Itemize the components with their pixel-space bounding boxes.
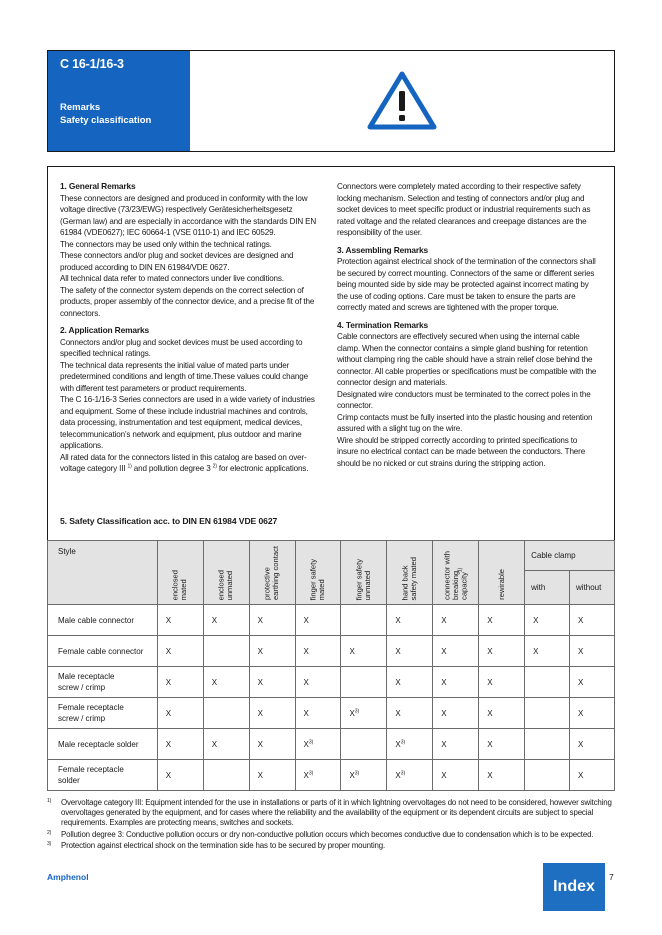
section-heading: 2. Application Remarks	[60, 325, 150, 335]
footnote-ref: 1)	[457, 567, 464, 573]
table-cell	[295, 605, 341, 636]
section-heading: 3. Assembling Remarks	[337, 244, 429, 255]
table-row	[48, 760, 615, 791]
safety-classification-table	[47, 540, 615, 791]
table-cell	[295, 729, 341, 760]
content-box	[47, 166, 615, 791]
column-header	[295, 541, 341, 605]
table-cell	[433, 760, 479, 791]
footnote-ref: 3)	[308, 769, 314, 776]
row-label: Female cable connector	[48, 636, 158, 667]
table-cell	[249, 698, 295, 729]
table-cell	[157, 605, 203, 636]
table-cell	[387, 729, 433, 760]
cell-value: X	[487, 677, 493, 687]
mated-connectors-text	[337, 181, 600, 239]
column-header	[249, 541, 295, 605]
termination-remarks-section	[337, 320, 600, 470]
cell-value: X	[303, 770, 309, 780]
table-cell	[157, 729, 203, 760]
column-header-text: enclosed mated	[170, 569, 189, 600]
footnotes	[47, 798, 622, 852]
paragraph-text: for electronic applications.	[216, 464, 309, 473]
column-header	[479, 541, 525, 605]
table-cell	[387, 667, 433, 698]
table-cell	[295, 760, 341, 791]
cell-value: X	[211, 677, 218, 687]
cell-value: X	[441, 739, 447, 749]
cable-clamp-header: Cable clamp	[525, 541, 615, 571]
cell-value: X	[578, 770, 584, 780]
paragraph: All technical data refer to mated connectors under live conditions.	[60, 274, 284, 283]
cell-value: X	[349, 770, 355, 780]
table-cell	[433, 729, 479, 760]
table-cell	[249, 760, 295, 791]
row-label: Male receptacle screw / crimp	[48, 667, 158, 698]
assembling-remarks-section	[337, 245, 600, 314]
paragraph: Designated wire conductors must be terminated to the correct poles in the connector.	[337, 389, 591, 410]
cell-value: X	[165, 646, 172, 656]
table-cell	[203, 605, 249, 636]
cell-value: X	[395, 770, 401, 780]
column-header	[341, 541, 387, 605]
table-cell	[570, 729, 615, 760]
cell-value: X	[395, 677, 401, 687]
table-header-row	[48, 541, 615, 571]
footnote-ref: 3)	[308, 738, 314, 745]
table-cell	[525, 698, 570, 729]
table-cell	[387, 605, 433, 636]
column-header-text	[443, 551, 469, 600]
column-header-text: enclosed unmated	[216, 569, 235, 600]
cell-value: X	[257, 615, 263, 625]
column-header-text: protective earthing contact	[262, 545, 281, 600]
cell-value: X	[395, 646, 401, 656]
footnote-ref: 2)	[212, 463, 217, 470]
cell-value: X	[303, 708, 309, 718]
column-header	[433, 541, 479, 605]
cell-value: X	[441, 615, 447, 625]
paragraph: These connectors and/or plug and socket devices are designed and produced according to DIN EN 61984/VDE 0627.	[60, 251, 294, 272]
footnote-ref: 3)	[354, 769, 360, 776]
header-box	[47, 50, 615, 152]
paragraph: Crimp contacts must be fully inserted into the plastic housing and retention assured with a slight tug on the wire.	[337, 412, 593, 433]
table-cell	[479, 605, 525, 636]
footnote-number: 2)	[47, 829, 52, 836]
paragraph: The safety of the connector system depends on the correct selection of products, proper assembly of the connector device, and a precise fit of the connectors.	[60, 285, 315, 318]
table-cell	[525, 760, 570, 791]
cell-value: X	[487, 770, 493, 780]
table-cell	[249, 636, 295, 667]
paragraph: Connectors were completely mated according to their respective safety locking mechanism. Selection and testing of connectors and/or plug and socket devices to meet specific product or industrial requirements such as rated voltage and the related clearances and creepage distances are the responsibility of the user.	[337, 182, 591, 237]
right-column	[337, 181, 600, 481]
footnote-ref: 3)	[400, 738, 406, 745]
footnote-number: 3)	[47, 840, 52, 847]
table-row	[48, 729, 615, 760]
paragraph-text: and pollution degree 3	[131, 464, 211, 473]
table-cell	[479, 729, 525, 760]
table-cell	[157, 636, 203, 667]
cell-value: X	[165, 770, 172, 780]
clamp-without-header: without	[570, 571, 615, 605]
cell-value: X	[395, 615, 401, 625]
cell-value: X	[487, 708, 493, 718]
paragraph: These connectors are designed and produced in conformity with the low voltage directive (73/23/EWG) respectively Gerätesicherheitsgesetz (German law) and are especially in accordance with the standards DIN EN 61984 (VDE0627); IEC 60664-1 (VSE 0110-1) and IEC 60529.	[60, 193, 317, 237]
table-cell	[249, 729, 295, 760]
table-row	[48, 636, 615, 667]
cell-value: X	[441, 646, 447, 656]
footnote-ref: 1)	[127, 463, 132, 470]
table-cell	[479, 698, 525, 729]
style-column-header: Style	[48, 541, 158, 605]
cell-value: X	[303, 646, 309, 656]
footnote	[47, 841, 622, 851]
table-cell	[433, 605, 479, 636]
cell-value: X	[395, 708, 401, 718]
paragraph: The C 16-1/16-3 Series connectors are used in a wide variety of industries and equipment. Some of these include industrial machines and controls, data processing, instrumentation and test equipment, medical devices, telecommunication’s network and equipment, plus outdoor and marine applications.	[60, 395, 315, 450]
table-cell	[157, 667, 203, 698]
footnote-text: Pollution degree 3: Conductive pollution occurs or dry non-conductive pollution occurs which becomes conductive due to condensation which is to be expected.	[61, 829, 594, 839]
cell-value: X	[487, 615, 493, 625]
clamp-with-header: with	[525, 571, 570, 605]
brand-name: Amphenol	[47, 872, 89, 882]
table-cell	[570, 698, 615, 729]
column-header-text: finger safety mated	[308, 558, 326, 600]
column-header-text: finger safety unmated	[354, 558, 372, 600]
footnote-text: Protection against electrical shock on the termination side has to be secured by proper mounting.	[61, 840, 386, 850]
table-cell	[525, 605, 570, 636]
footnote	[47, 798, 622, 829]
footnote-text: Overvoltage category III: Equipment intended for the use in installations or parts of it in which lightning overvoltages do not need to be considered, however switching overvoltages generated by the equipment, and for cases where the reliability and the availability of the equipment or its dependent circuits are subject to special requirements. Examples are protecting means, switches and sockets.	[61, 798, 612, 828]
table-cell	[341, 729, 387, 760]
row-label: Female receptacle solder	[48, 760, 158, 791]
table-cell	[387, 760, 433, 791]
table-cell	[203, 667, 249, 698]
paragraph: Cable connectors are effectively secured when using the internal cable clamp. When the connector contains a simple gland bushing for retention without clamping ring the cable should have a strain relief close behind the connector. All cable properties or specifications must be compatible with the connector design and materials.	[337, 332, 597, 387]
cell-value: X	[578, 708, 584, 718]
cell-value: X	[578, 646, 584, 656]
text-columns	[60, 181, 600, 481]
cell-value: X	[165, 677, 172, 687]
table-cell	[341, 667, 387, 698]
header-icon-area	[190, 51, 614, 151]
cell-value: X	[257, 739, 263, 749]
table-cell	[249, 605, 295, 636]
row-label: Male cable connector	[48, 605, 158, 636]
table-cell	[525, 636, 570, 667]
cell-value: X	[487, 739, 493, 749]
table-cell	[479, 760, 525, 791]
paragraph-text: All rated data for the connectors listed in this catalog are based on over-voltage category III	[60, 452, 307, 473]
table-cell	[570, 760, 615, 791]
table-cell	[341, 636, 387, 667]
warning-triangle-icon	[366, 69, 438, 133]
table-cell	[387, 636, 433, 667]
section-heading: 4. Termination Remarks	[337, 319, 429, 330]
column-header-text: rewirable	[496, 569, 506, 600]
paragraph: The technical data represents the initial value of mated parts under predetermined conditions and length of time.These values could change with different test parameters or product requirements.	[60, 360, 308, 393]
cell-value: X	[349, 646, 355, 656]
application-remarks-section	[60, 325, 323, 475]
paragraph: Wire should be stripped correctly according to printed specifications to insure no electrical contact can be made between the conductors. There should be no nicked or cut strains during the stripping action.	[337, 435, 586, 468]
table-cell	[157, 698, 203, 729]
table-cell	[525, 667, 570, 698]
cell-value: X	[165, 708, 172, 718]
cell-value: X	[533, 646, 539, 656]
cell-value: X	[349, 708, 355, 718]
table-cell	[249, 667, 295, 698]
table-cell	[295, 698, 341, 729]
table-cell	[570, 636, 615, 667]
table-cell	[341, 698, 387, 729]
index-button[interactable]: Index	[543, 863, 605, 911]
paragraph: Connectors and/or plug and socket devices must be used according to specified technical ratings.	[60, 337, 303, 358]
table-cell	[203, 636, 249, 667]
general-remarks-section	[60, 181, 323, 319]
cell-value: X	[211, 739, 218, 749]
table-row	[48, 605, 615, 636]
table-cell	[203, 729, 249, 760]
cell-value: X	[257, 646, 263, 656]
table-cell	[203, 698, 249, 729]
table-cell	[433, 636, 479, 667]
remarks-label: Remarks	[60, 102, 101, 113]
product-code: C 16-1/16-3	[60, 57, 124, 71]
page-number: 7	[609, 872, 614, 882]
cell-value: X	[441, 708, 447, 718]
table-cell	[525, 729, 570, 760]
table-cell	[295, 636, 341, 667]
paragraph: Protection against electrical shock of the termination of the connectors shall be secured by correct mounting. Connectors of the same or different series being mounted side by side may be protected against incorrect mating by the use of coding options. Care must be taken to ensure the parts are correctly mated and screws are tightened with the proper torque.	[337, 257, 596, 312]
table-row	[48, 698, 615, 729]
safety-classification-label: Safety classification	[60, 115, 152, 126]
table-cell	[433, 698, 479, 729]
table-cell	[295, 667, 341, 698]
cell-value: X	[303, 677, 309, 687]
table-cell	[341, 605, 387, 636]
cell-value: X	[165, 615, 172, 625]
footnote	[47, 830, 622, 840]
column-header-label: connector with breaking capacity	[441, 551, 468, 600]
cell-value: X	[303, 615, 309, 625]
cell-value: X	[441, 677, 447, 687]
row-label: Male receptacle solder	[48, 729, 158, 760]
column-header	[387, 541, 433, 605]
cell-value: X	[578, 739, 584, 749]
table-row	[48, 667, 615, 698]
table-cell	[479, 636, 525, 667]
header-title-block	[48, 51, 190, 151]
column-header-text: hand back safety mated	[400, 556, 418, 600]
table-body	[48, 605, 615, 791]
left-column	[60, 181, 323, 481]
table-cell	[387, 698, 433, 729]
cell-value: X	[578, 677, 584, 687]
paragraph	[60, 452, 323, 475]
cell-value: X	[257, 770, 263, 780]
cell-value: X	[487, 646, 493, 656]
table-cell	[479, 667, 525, 698]
column-header	[203, 541, 249, 605]
cell-value: X	[303, 739, 309, 749]
cell-value: X	[257, 677, 263, 687]
footnote-ref: 3)	[354, 707, 360, 714]
section-heading: 1. General Remarks	[60, 181, 136, 191]
header-subtitle	[60, 101, 178, 127]
table-cell	[203, 760, 249, 791]
cell-value: X	[533, 615, 539, 625]
cell-value: X	[211, 615, 218, 625]
paragraph: The connectors may be used only within the technical ratings.	[60, 239, 272, 249]
cell-value: X	[395, 739, 401, 749]
table-cell	[341, 760, 387, 791]
cell-value: X	[441, 770, 447, 780]
cell-value: X	[257, 708, 263, 718]
cell-value: X	[578, 615, 584, 625]
cell-value: X	[165, 739, 172, 749]
table-cell	[570, 605, 615, 636]
column-header	[157, 541, 203, 605]
row-label: Female receptacle screw / crimp	[48, 698, 158, 729]
safety-table-title: 5. Safety Classification acc. to DIN EN 61984 VDE 0627	[60, 516, 278, 526]
footnote-number: 1)	[47, 798, 52, 804]
footnote-ref: 3)	[400, 769, 406, 776]
table-cell	[433, 667, 479, 698]
table-cell	[570, 667, 615, 698]
table-cell	[157, 760, 203, 791]
